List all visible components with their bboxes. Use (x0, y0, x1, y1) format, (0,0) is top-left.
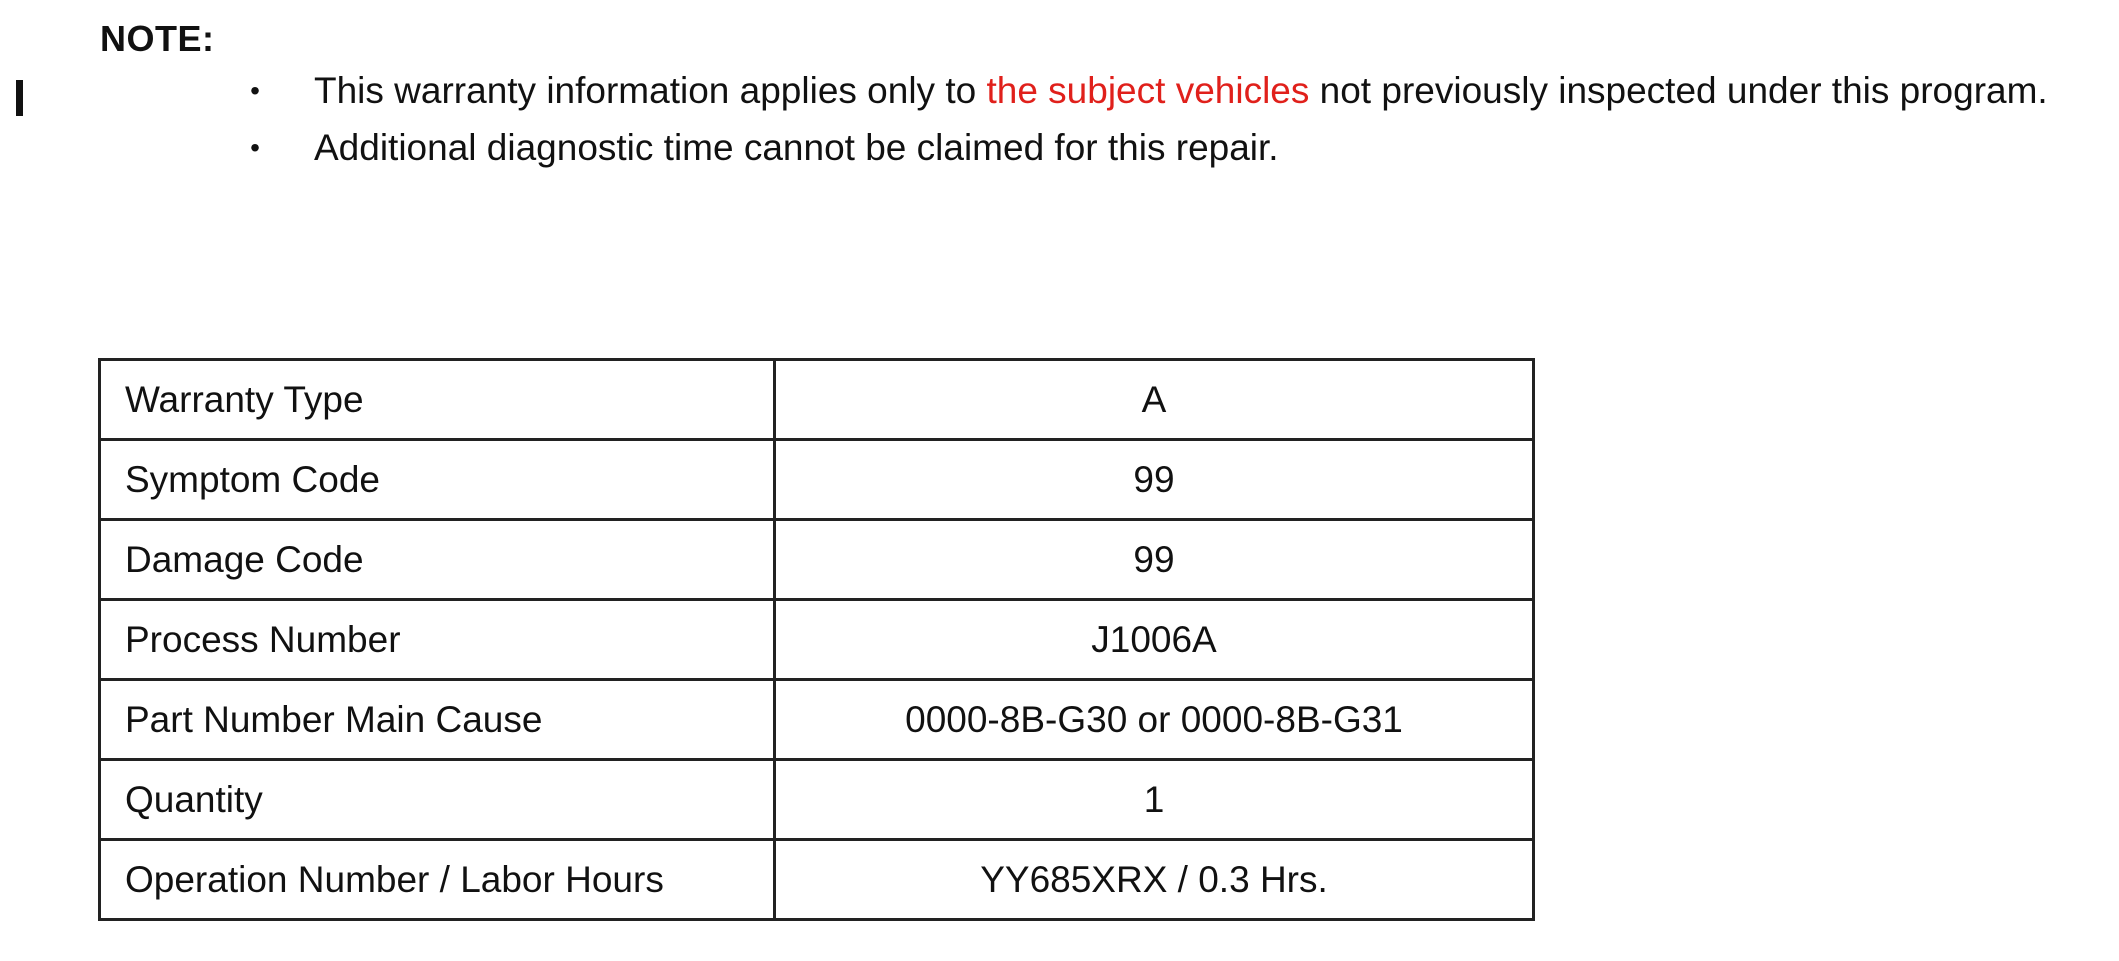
table-row (100, 440, 1534, 520)
note-text-after: not previously inspected under this program. (1309, 70, 2048, 111)
row-value: 1 (775, 760, 1534, 840)
row-value: J1006A (775, 600, 1534, 680)
table-row (100, 520, 1534, 600)
row-value: 99 (775, 520, 1534, 600)
row-label: Damage Code (100, 520, 775, 600)
note-text-highlight: the subject vehicles (986, 70, 1310, 111)
revision-bar (16, 80, 23, 116)
bullet-icon: • (250, 75, 260, 106)
row-label: Warranty Type (100, 360, 775, 440)
row-label: Part Number Main Cause (100, 680, 775, 760)
row-value: A (775, 360, 1534, 440)
row-label: Operation Number / Labor Hours (100, 840, 775, 920)
table-row (100, 360, 1534, 440)
row-value: 99 (775, 440, 1534, 520)
table-row (100, 680, 1534, 760)
table-row (100, 760, 1534, 840)
note-bullet-list (245, 66, 2105, 180)
table-row (100, 600, 1534, 680)
row-label: Quantity (100, 760, 775, 840)
warranty-table (98, 358, 1535, 921)
row-label: Process Number (100, 600, 775, 680)
row-label: Symptom Code (100, 440, 775, 520)
table-row (100, 840, 1534, 920)
note-text-before: This warranty information applies only to (314, 70, 987, 111)
bullet-icon: • (250, 132, 260, 163)
note-bullet-item (245, 66, 2105, 115)
row-value: 0000-8B-G30 or 0000-8B-G31 (775, 680, 1534, 760)
note-text: Additional diagnostic time cannot be claimed for this repair. (314, 127, 1279, 168)
row-value: YY685XRX / 0.3 Hrs. (775, 840, 1534, 920)
note-label: NOTE: (100, 18, 215, 59)
note-bullet-item (245, 123, 2105, 172)
